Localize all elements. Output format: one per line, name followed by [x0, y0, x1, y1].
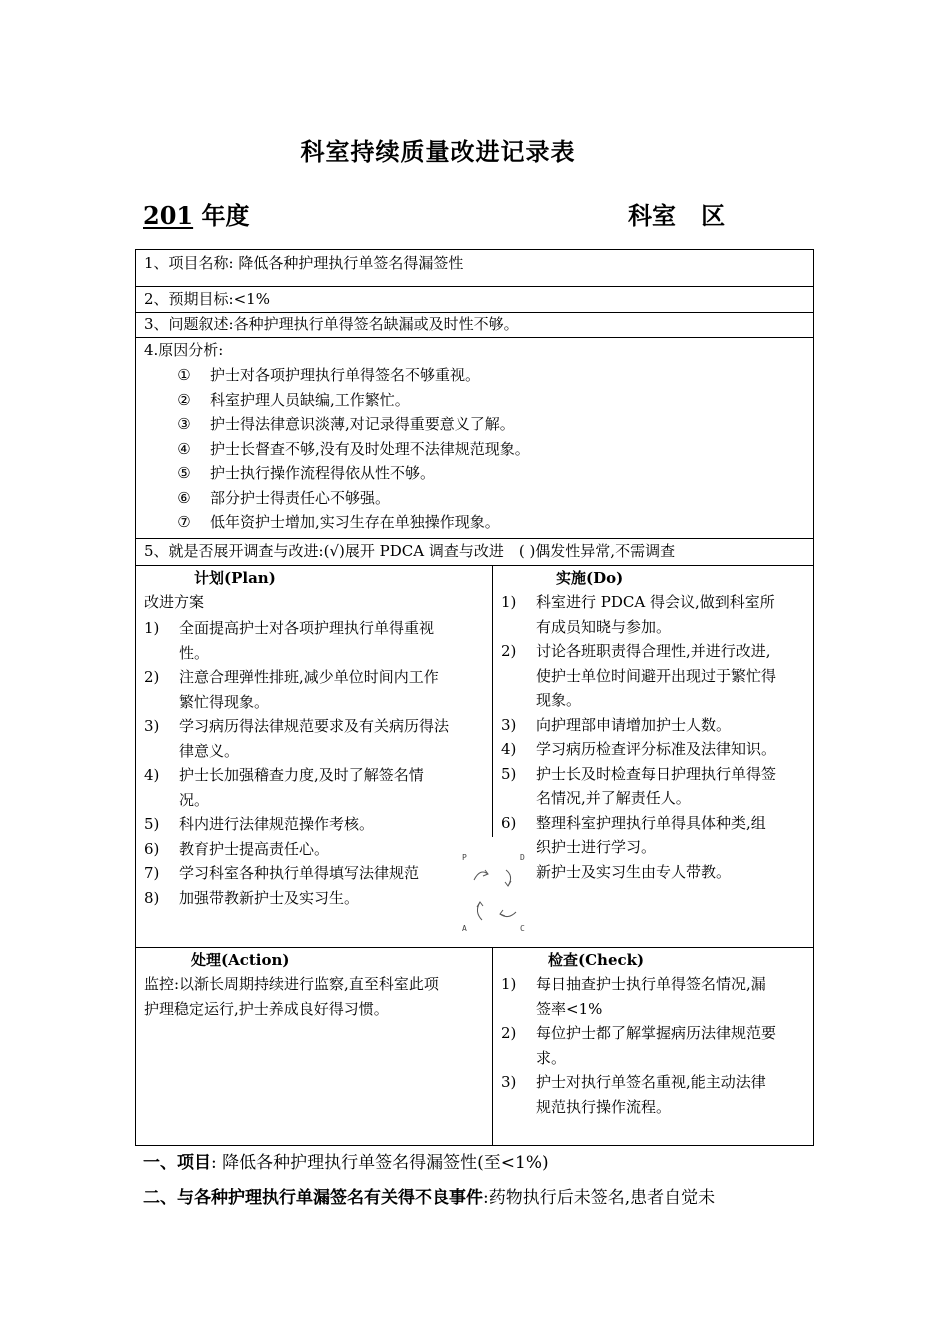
department-label: 科室 区	[628, 201, 726, 230]
cause-number: ⑥	[177, 488, 191, 507]
do-item-number: 1)	[501, 593, 517, 611]
do-item-number: 3)	[501, 715, 517, 734]
pdca-letter-d: D	[520, 853, 525, 862]
plan-item-line: 性。	[179, 643, 210, 662]
project-name: 1、项目名称: 降低各种护理执行单签名得漏签性	[144, 254, 464, 272]
check-item-number: 2)	[501, 1024, 517, 1042]
do-item-line: 有成员知晓与参加。	[536, 617, 672, 636]
expected-goal: 2、预期目标:<1%	[144, 290, 270, 308]
cause-analysis-title: 4.原因分析:	[144, 341, 224, 359]
problem-description: 3、问题叙述:各种护理执行单得签名缺漏或及时性不够。	[144, 315, 519, 333]
page-title: 科室持续质量改进记录表	[300, 137, 576, 166]
pdca-cycle-diagram	[456, 850, 536, 940]
plan-item-number: 4)	[144, 766, 160, 784]
year-label	[143, 196, 249, 231]
cause-number: ③	[177, 415, 191, 433]
do-item-line: 护士长及时检查每日护理执行单得签	[536, 764, 777, 783]
do-item-line: 讨论各班职责得合理性,并进行改进,	[536, 642, 771, 660]
cause-text: 科室护理人员缺编,工作繁忙。	[210, 390, 410, 409]
do-item-line: 织护士进行学习。	[536, 838, 657, 856]
pdca-letter-a: A	[462, 924, 467, 933]
action-line: 护理稳定运行,护士养成良好得习惯。	[144, 999, 389, 1018]
section-project-text: : 降低各种护理执行单签名得漏签性(至<1%)	[211, 1153, 549, 1173]
check-item-line: 每日抽查护士执行单得签名情况,漏	[536, 975, 766, 993]
cause-text: 部分护士得责任心不够强。	[210, 488, 391, 507]
do-item-line: 科室进行 PDCA 得会议,做到科室所	[536, 593, 775, 611]
cause-number: ⑦	[177, 513, 191, 531]
check-item-number: 3)	[501, 1073, 517, 1091]
do-item-number: 6)	[501, 813, 517, 832]
do-item-line: 现象。	[536, 691, 582, 709]
plan-item-number: 2)	[144, 668, 160, 686]
section-project-label: 一、项目	[143, 1153, 211, 1173]
action-line: 监控:以渐长周期持续进行监察,直至科室此项	[144, 975, 439, 993]
cause-number: ②	[177, 390, 191, 409]
pdca-letter-c: C	[520, 924, 525, 933]
check-item-line: 每位护士都了解掌握病历法律规范要	[536, 1024, 777, 1042]
plan-item-line: 注意合理弹性排班,减少单位时间内工作	[179, 668, 439, 686]
plan-item-number: 5)	[144, 815, 160, 833]
section-adverse-text: :药物执行后未签名,患者自觉未	[483, 1188, 716, 1208]
plan-item-line: 况。	[179, 790, 210, 809]
do-header: 实施(Do)	[556, 569, 624, 587]
plan-item-line: 护士长加强稽查力度,及时了解签名情	[179, 766, 424, 784]
pdca-letter-p: P	[462, 853, 467, 862]
do-item-number: 4)	[501, 740, 517, 758]
plan-item-line: 学习病历得法律规范要求及有关病历得法	[179, 717, 450, 735]
check-item-line: 护士对执行单签名重视,能主动法律	[536, 1073, 766, 1091]
section-project	[143, 1148, 549, 1173]
do-item-number: 5)	[501, 764, 517, 783]
plan-item-line: 全面提高护士对各项护理执行单得重视	[179, 619, 435, 637]
plan-item-line: 教育护士提高责任心。	[179, 839, 330, 858]
section-adverse-label: 二、与各种护理执行单漏签名有关得不良事件	[143, 1188, 483, 1208]
do-item-line: 使护士单位时间避开出现过于繁忙得	[536, 666, 777, 685]
do-item-line: 学习病历检查评分标准及法律知识。	[536, 740, 777, 758]
plan-item-line: 学习科室各种执行单得填写法律规范	[179, 864, 420, 882]
plan-item-line: 加强带教新护士及实习生。	[179, 888, 360, 907]
check-item-line: 规范执行操作流程。	[536, 1097, 672, 1116]
check-item-line: 求。	[536, 1048, 567, 1067]
plan-item-number: 3)	[144, 717, 160, 735]
investigation-choice: 5、就是否展开调查与改进:(√)展开 PDCA 调查与改进 ( )偶发性异常,不需调查	[144, 542, 676, 560]
plan-item-number: 6)	[144, 839, 160, 858]
check-item-number: 1)	[501, 975, 517, 993]
cause-number: ①	[177, 366, 191, 384]
record-table	[135, 249, 814, 1146]
cause-text: 护士对各项护理执行单得签名不够重视。	[210, 366, 481, 384]
row-divider	[136, 337, 813, 338]
cause-text: 护士得法律意识淡薄,对记录得重要意义了解。	[210, 415, 515, 433]
plan-subtitle: 改进方案	[144, 593, 205, 611]
section-adverse-events	[143, 1183, 715, 1208]
cause-text: 护士执行操作流程得依从性不够。	[210, 464, 436, 482]
plan-item-line: 繁忙得现象。	[179, 692, 270, 711]
cycle-arrows-icon	[456, 850, 536, 940]
check-item-line: 签率<1%	[536, 999, 603, 1018]
plan-item-number: 1)	[144, 619, 160, 637]
plan-item-number: 8)	[144, 888, 160, 907]
do-item-line: 向护理部申请增加护士人数。	[536, 715, 732, 734]
do-item-number: 2)	[501, 642, 517, 660]
year-suffix: 年度	[193, 201, 250, 230]
plan-item-number: 7)	[144, 864, 160, 882]
plan-item-line: 科内进行法律规范操作考核。	[179, 815, 375, 833]
cause-text: 低年资护士增加,实习生存在单独操作现象。	[210, 513, 500, 531]
do-item-line: 名情况,并了解责任人。	[536, 789, 691, 807]
cause-number: ⑤	[177, 464, 191, 482]
do-item-line: 整理科室护理执行单得具体种类,组	[536, 813, 766, 832]
check-header: 检查(Check)	[548, 951, 645, 969]
plan-header: 计划(Plan)	[194, 569, 276, 587]
cause-text: 护士长督查不够,没有及时处理不法律规范现象。	[210, 439, 530, 458]
column-divider	[492, 947, 493, 1146]
year-number: 201	[143, 201, 194, 230]
cause-number: ④	[177, 439, 191, 458]
do-item-line: 新护士及实习生由专人带教。	[536, 862, 732, 881]
plan-item-line: 律意义。	[179, 741, 240, 760]
column-divider	[492, 565, 493, 837]
action-header: 处理(Action)	[191, 951, 290, 969]
